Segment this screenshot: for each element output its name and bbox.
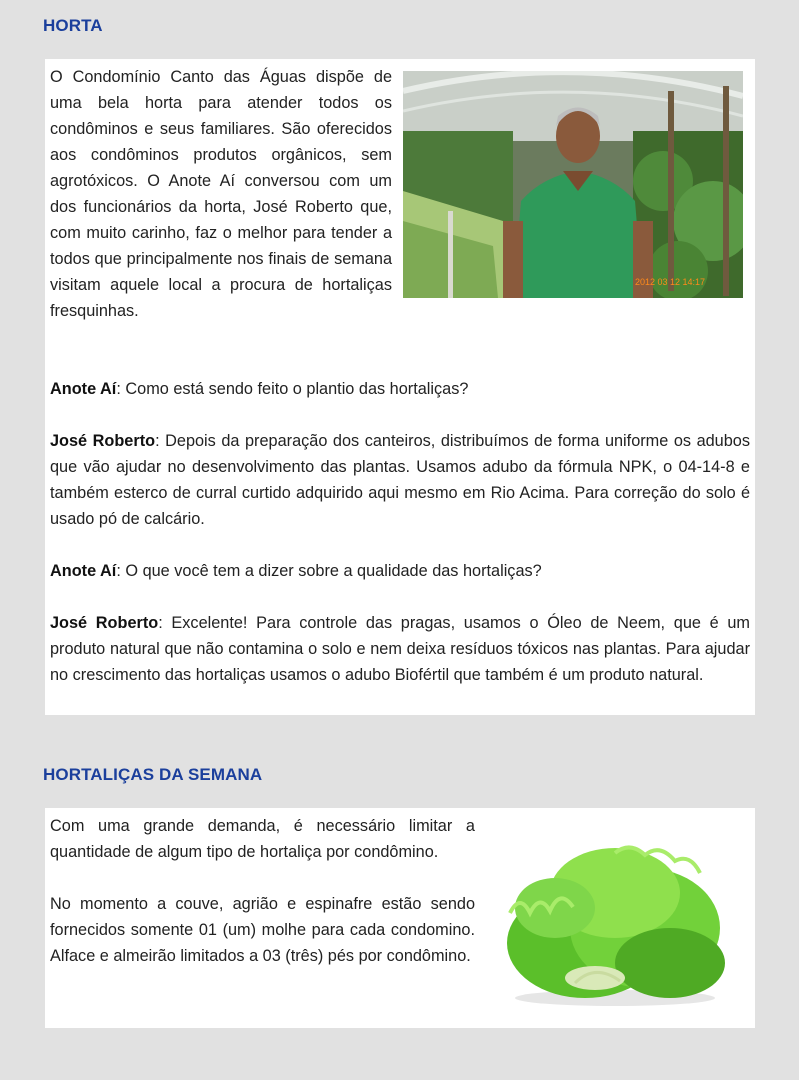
qa-item [50,610,750,688]
section-title-semana: HORTALIÇAS DA SEMANA [43,765,263,784]
qa-text: : Como está sendo feito o plantio das hortaliças? [116,380,469,398]
qa-item [50,428,750,532]
qa-text: : O que você tem a dizer sobre a qualidade das hortaliças? [116,562,542,580]
qa-speaker: José Roberto [50,614,159,632]
semana-card [45,808,755,1028]
qa-text: : Excelente! Para controle das pragas, usamos o Óleo de Neem, que é um produto natural que não contamina o solo e nem deixa resíduos tóxicos nas plantas. Para ajudar no crescimento das hortaliças usamos o adubo Biofértil que também é um produto natural. [50,614,750,684]
semana-paragraph-2: No momento a couve, agrião e espinafre estão sendo fornecidos somente 01 (um) molhe para cada condomino. Alface e almeirão limitados a 03 (três) pés por condômino. [50,895,475,965]
qa-speaker: Anote Aí [50,380,117,398]
qa-speaker: Anote Aí [50,562,117,580]
qa-item [50,558,750,584]
qa-speaker: José Roberto [50,432,156,450]
horta-intro: O Condomínio Canto das Águas dispõe de uma bela horta para atender todos os condôminos e seus familiares. São oferecidos aos condôminos produtos orgânicos, sem agrotóxicos. O Anote Aí conversou com um dos funcionários da horta, José Roberto que, com muito carinho, faz o melhor para tender a todos que principalmente nos finais de semana visitam aquele local a procura de hortaliças fresquinhas. [50,68,392,320]
photo-timestamp: 2012 03 12 14:17 [635,277,706,287]
lettuce-photo [495,833,735,1008]
semana-paragraph-1: Com uma grande demanda, é necessário limitar a quantidade de algum tipo de hortaliça por condômino. [50,817,475,861]
qa-item [50,376,750,402]
horta-card [45,59,755,715]
qa-text: : Depois da preparação dos canteiros, distribuímos de forma uniforme os adubos que vão ajudar no desenvolvimento das plantas. Usamos adubo da fórmula NPK, o 04-14-8 e também esterco de curral curtido adquirido aqui mesmo em Rio Acima. Para correção do solo é usado pó de calcário. [50,432,750,528]
section-title-horta: HORTA [43,16,103,35]
horta-photo [403,71,743,298]
